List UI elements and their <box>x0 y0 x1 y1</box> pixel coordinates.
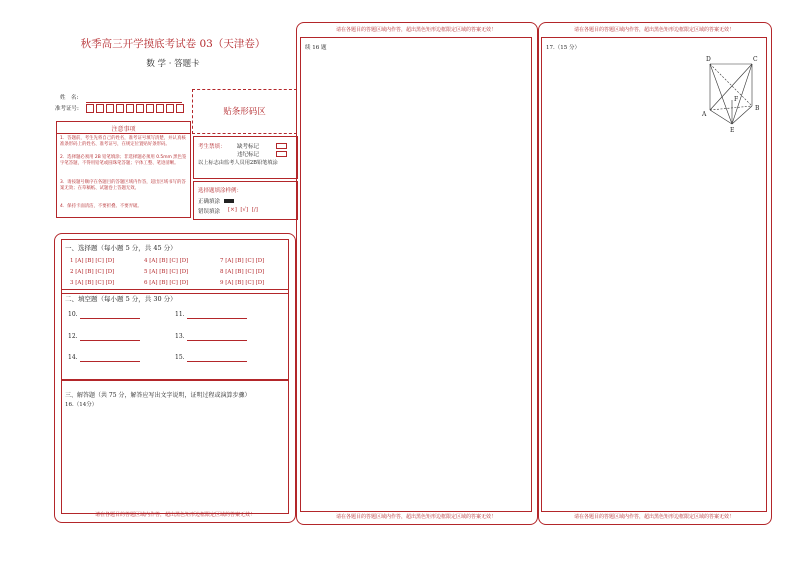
notes-item: 1．答题前，考生先将自己的姓名，准考证号填写清楚，并认真核准条形码上的姓名、准考证号，在规定位置贴好条形码。 <box>60 136 186 147</box>
name-label: 姓 名: <box>60 95 79 101</box>
notes-item: 2．选择题必须用 2B 铅笔填涂；非选择题必须用 0.5mm 黑色签字笔答题，不得用铅笔或圆珠笔答题；字体工整、笔迹清晰。 <box>60 155 187 166</box>
mc-group[interactable]: 1 [A] [B] [C] [D] <box>70 258 115 264</box>
geometry-figure <box>700 54 766 134</box>
warning-header: 请在各题目的答题区域内作答，超出黑色矩形边框限定区域的答案无效！ <box>335 27 496 33</box>
notes-heading: 注意事项 <box>111 126 136 133</box>
section2-title: 二、填空题（每小题 5 分，共 30 分） <box>65 295 177 303</box>
answer-area <box>54 233 296 523</box>
blank-answer-line[interactable] <box>187 340 247 341</box>
violation-checkbox[interactable] <box>276 151 287 157</box>
mc-group[interactable]: 4 [A] [B] [C] [D] <box>144 258 189 264</box>
wrong-fill-label: 错误填涂 <box>198 209 221 215</box>
blank-answer-line[interactable] <box>80 361 140 362</box>
mc-group[interactable]: 8 [A] [B] [C] [D] <box>220 269 265 275</box>
blank-number: 14. <box>68 354 78 361</box>
notes-box <box>56 121 191 218</box>
blank-answer-line[interactable] <box>187 361 247 362</box>
name-underline <box>86 102 182 103</box>
section2-box <box>61 289 289 381</box>
barcode-label: 贴条形码区 <box>223 107 266 117</box>
blank-answer-line[interactable] <box>80 318 140 319</box>
notes-item: 4．保持卡面清洁，不要折叠、不要弄破。 <box>60 204 142 209</box>
page-subtitle: 数 学 · 答题卡 <box>146 59 200 69</box>
examinee-note: 以上标志由监考人员用2B铅笔填涂 <box>198 160 278 166</box>
continue-label: 续 16 题 <box>305 45 327 51</box>
column3-answer-box[interactable] <box>541 37 767 512</box>
correct-fill-label: 正确填涂 <box>198 199 221 205</box>
section3-box <box>61 379 289 514</box>
mc-group[interactable]: 7 [A] [B] [C] [D] <box>220 258 265 264</box>
figure-label-D: D <box>706 56 711 63</box>
blank-number: 13. <box>175 333 185 340</box>
blank-number: 12. <box>68 333 78 340</box>
warning-header: 请在各题目的答题区域内作答，超出黑色矩形边框限定区域的答案无效！ <box>573 27 734 33</box>
id-grid[interactable] <box>86 104 186 116</box>
figure-label-F: F <box>734 96 739 103</box>
q16-answer-area[interactable] <box>62 410 288 512</box>
section1-title: 一、选择题（每小题 5 分，共 45 分） <box>65 244 177 252</box>
warning-footer: 请在各题目的答题区域内作答，超出黑色矩形边框限定区域的答案无效！ <box>335 514 496 520</box>
blank-number: 15. <box>175 354 185 361</box>
column2-answer-box[interactable] <box>300 37 532 512</box>
figure-label-A: A <box>702 111 707 118</box>
examinee-box <box>193 136 298 179</box>
examinee-label: 考生禁填： <box>198 144 226 150</box>
absent-label: 缺考标记 <box>237 144 260 150</box>
figure-label-C: C <box>753 56 758 63</box>
section1-box <box>61 239 289 294</box>
q16-label: 16.（14分） <box>65 402 98 408</box>
warning-footer: 请在各题目的答题区域内作答，超出黑色矩形边框限定区域的答案无效！ <box>94 512 255 518</box>
section3-title: 三、解答题（共 75 分，解答应写出文字说明，证明过程或演算步骤） <box>65 392 251 399</box>
barcode-area <box>192 89 297 134</box>
absent-checkbox[interactable] <box>276 143 287 149</box>
id-label: 准考证号: <box>55 106 79 112</box>
q17-label: 17.（15 分） <box>546 45 580 51</box>
notes-item: 3．请按题号顺序在各题目的答题区域内作答，超出区域书写的答案无效；在草稿纸、试题卷上答题无效。 <box>60 180 186 191</box>
blank-answer-line[interactable] <box>187 318 247 319</box>
mc-group[interactable]: 9 [A] [B] [C] [D] <box>220 280 265 286</box>
mc-group[interactable]: 3 [A] [B] [C] [D] <box>70 280 115 286</box>
violation-label: 违纪标记 <box>237 152 260 158</box>
blank-answer-line[interactable] <box>80 340 140 341</box>
mc-group[interactable]: 2 [A] [B] [C] [D] <box>70 269 115 275</box>
warning-footer: 请在各题目的答题区域内作答，超出黑色矩形边框限定区域的答案无效！ <box>573 514 734 520</box>
fill-example-box <box>193 181 298 220</box>
mc-group[interactable]: 6 [A] [B] [C] [D] <box>144 280 189 286</box>
blank-number: 10. <box>68 311 78 318</box>
figure-label-E: E <box>730 127 735 134</box>
page-title: 秋季高三开学摸底考试卷 03（天津卷） <box>80 38 266 50</box>
blank-number: 11. <box>175 311 185 318</box>
mc-group[interactable]: 5 [A] [B] [C] [D] <box>144 269 189 275</box>
fill-example-heading: 选择题填涂样例： <box>198 188 243 194</box>
figure-label-B: B <box>755 105 760 112</box>
correct-fill-mark <box>224 199 234 203</box>
wrong-fill-marks: [×] [√] [/] <box>228 207 258 213</box>
